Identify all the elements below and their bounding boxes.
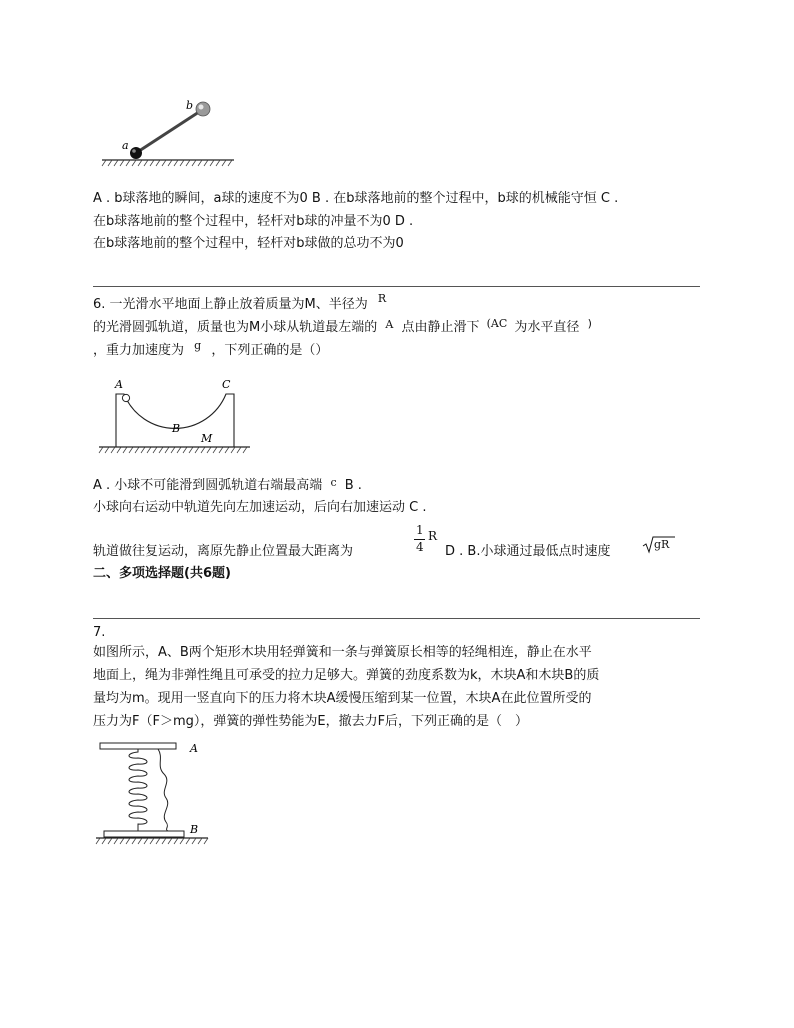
section-heading: 二、多项选择题(共6题) <box>93 566 231 581</box>
arc-track-body <box>116 394 234 447</box>
symbol-g: g <box>194 339 202 352</box>
ground-hatch <box>102 160 232 166</box>
label-C: C <box>222 378 231 391</box>
q6-line-2 <box>93 317 592 336</box>
label-b: b <box>186 99 194 112</box>
ground-hatch <box>99 447 247 453</box>
q6-stem-part: 点由静止滑下 <box>401 320 480 335</box>
spring <box>129 749 147 831</box>
q5-option-line-1: A . b球落地的瞬间，a球的速度不为0 B . 在b球落地前的整个过程中，b球的机械能守恒 C . <box>93 191 619 206</box>
q6-stem-part: ，重力加速度为 <box>93 343 185 358</box>
q7-stem-line-1: 如图所示，A、B两个矩形木块用轻弹簧和一条与弹簧原长相等的轻绳相连，静止在水平 <box>93 645 592 660</box>
q6-stem-part: 6. 一光滑水平地面上静止放着质量为M、半径为 <box>93 297 368 312</box>
ball-a <box>130 147 142 159</box>
symbol-A: A <box>385 318 394 331</box>
sqrt-gR <box>642 535 676 555</box>
q6-option-c-text: 轨道做往复运动，离原先静止位置最大距离为 <box>93 544 354 559</box>
q6-stem-part: ，下列正确的是（） <box>211 343 329 358</box>
fraction-denominator: 4 <box>416 540 424 554</box>
rod <box>136 110 202 153</box>
block-A <box>100 743 176 749</box>
q5-option-line-3: 在b球落地前的整个过程中，轻杆对b球做的总功不为0 <box>93 236 404 251</box>
q6-line-1 <box>93 292 387 313</box>
small-ball <box>122 394 129 401</box>
q5-rod-figure <box>100 98 240 170</box>
block-B <box>104 831 184 837</box>
q7-stem-line-4: 压力为F（F＞mg），弹簧的弹性势能为E，撤去力F后，下列正确的是（ ） <box>93 714 529 729</box>
sqrt-argument: gR <box>654 538 670 551</box>
fraction-R: R <box>428 529 438 543</box>
label-B: B <box>190 823 199 836</box>
q6-option-c-line <box>93 544 353 560</box>
q6-option-d-text: D . B.小球通过最低点时速度 <box>445 544 611 559</box>
label-M: M <box>201 432 213 445</box>
symbol-c: c <box>330 476 337 489</box>
divider <box>93 618 700 619</box>
label-A: A <box>115 378 123 391</box>
label-a: a <box>122 139 129 152</box>
q6-option-a-text: A . 小球不可能滑到圆弧轨道右端最高端 <box>93 478 323 493</box>
paren-close: ) <box>587 317 592 330</box>
label-B: B <box>172 422 181 435</box>
q6-option-b-label: B . <box>344 478 362 493</box>
q6-arc-track-figure <box>96 374 256 454</box>
ground-hatch <box>96 838 208 844</box>
q7-stem-line-3: 量均为m。现用一竖直向下的压力将木块A缓慢压缩到某一位置，木块A在此位置所受的 <box>93 691 592 706</box>
rope <box>158 749 168 831</box>
q6-line-3 <box>93 339 329 359</box>
fraction-numerator: 1 <box>416 523 424 537</box>
q6-stem-part: 为水平直径 <box>514 320 580 335</box>
q6-stem-part: 的光滑圆弧轨道，质量也为M小球从轨道最左端的 <box>93 320 378 335</box>
divider <box>93 286 700 287</box>
fraction-quarter-R <box>414 523 442 559</box>
label-A: A <box>190 742 198 755</box>
symbol-R: R <box>377 292 387 305</box>
q6-option-a-line <box>93 478 362 494</box>
ball-b <box>196 102 210 116</box>
q7-stem-line-2: 地面上，绳为非弹性绳且可承受的拉力足够大。弹簧的劲度系数为k，木块A和木块B的质 <box>93 668 600 683</box>
q5-option-line-2: 在b球落地前的整个过程中，轻杆对b球的冲量不为0 D . <box>93 214 414 229</box>
q6-option-b-line: 小球向右运动中轨道先向左加速运动，后向右加速运动 C . <box>93 500 427 515</box>
symbol-AC: (AC <box>486 317 508 330</box>
q7-spring-figure <box>94 738 214 850</box>
q7-number: 7. <box>93 625 106 640</box>
